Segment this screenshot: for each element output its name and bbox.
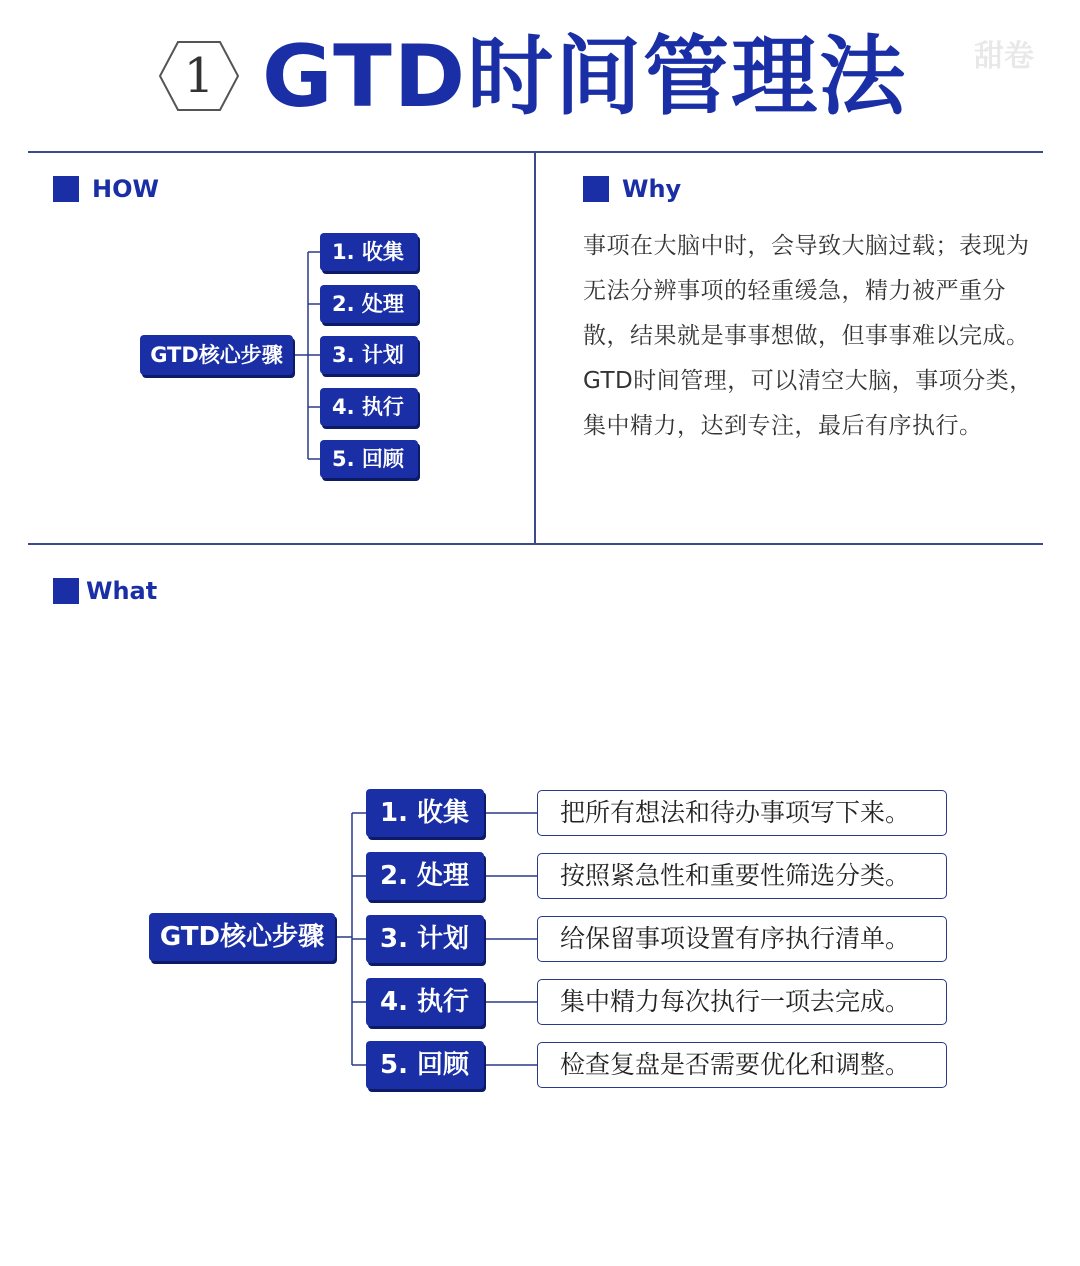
page-title: GTD时间管理法 xyxy=(262,27,908,127)
watermark-logo: 甜卷 xyxy=(974,39,1034,74)
what-root-box: GTD核心步骤 xyxy=(149,913,335,961)
what-desc-1: 把所有想法和待办事项写下来。 xyxy=(537,790,947,836)
what-step-2: 2. 处理 xyxy=(366,852,484,900)
why-heading: Why xyxy=(622,175,682,203)
what-desc-4: 集中精力每次执行一项去完成。 xyxy=(537,979,947,1025)
why-square-icon xyxy=(583,176,609,202)
why-paragraph-1: 事项在大脑中时，会导致大脑过载；表现为无法分辨事项的轻重缓急，精力被严重分散，结果就是事事想做，但事事难以完成。 xyxy=(583,233,1030,349)
how-step-5: 5. 回顾 xyxy=(320,440,418,478)
how-step-3: 3. 计划 xyxy=(320,336,418,374)
what-step-5: 5. 回顾 xyxy=(366,1041,484,1089)
what-desc-5: 检查复盘是否需要优化和调整。 xyxy=(537,1042,947,1088)
number-text: 1 xyxy=(183,48,215,104)
how-step-1: 1. 收集 xyxy=(320,233,418,271)
what-desc-2: 按照紧急性和重要性筛选分类。 xyxy=(537,853,947,899)
what-step-1: 1. 收集 xyxy=(366,789,484,837)
what-desc-3: 给保留事项设置有序执行清单。 xyxy=(537,916,947,962)
how-step-4: 4. 执行 xyxy=(320,388,418,426)
what-square-icon xyxy=(53,578,79,604)
how-step-2: 2. 处理 xyxy=(320,285,418,323)
why-body xyxy=(583,224,1043,449)
what-heading: What xyxy=(86,577,158,605)
how-heading: HOW xyxy=(92,175,159,203)
what-step-3: 3. 计划 xyxy=(366,915,484,963)
what-step-4: 4. 执行 xyxy=(366,978,484,1026)
how-root-box: GTD核心步骤 xyxy=(140,335,293,375)
why-paragraph-2: GTD时间管理，可以清空大脑，事项分类，集中精力，达到专注，最后有序执行。 xyxy=(583,368,1033,439)
